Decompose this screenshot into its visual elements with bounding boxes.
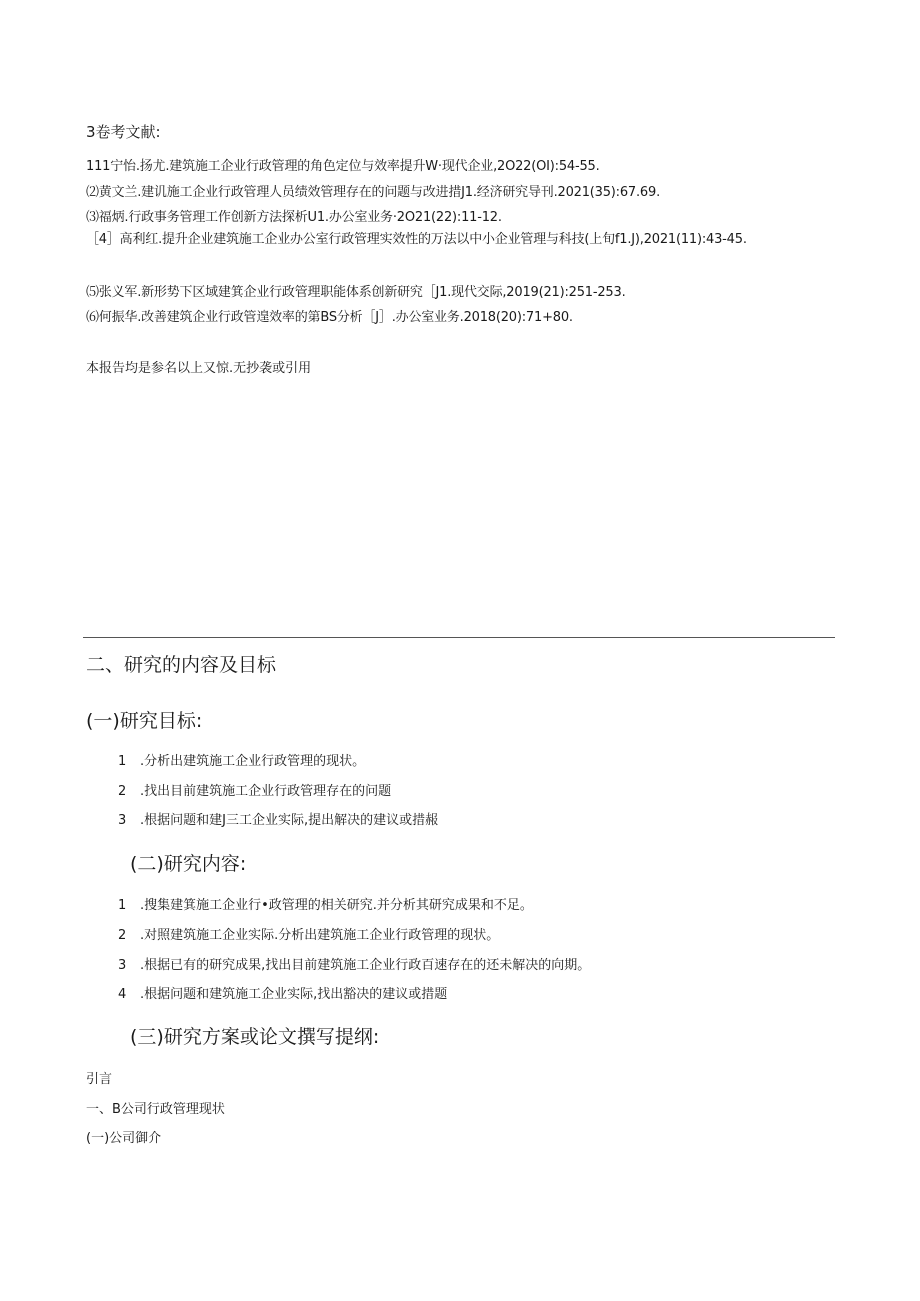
content-item: 4 .根据问题和建筑施工企业实际,找出豁决的建议或措题 (118, 987, 448, 1002)
content-heading: (二)研究内容: (130, 853, 247, 875)
reference-item: ⑶福炳.行政事务管理工作创新方法探析U1.办公室业务·2O21(22):11-12. (86, 210, 502, 225)
section-divider (83, 637, 835, 638)
goals-heading: (一)研究目标: (86, 710, 203, 732)
section-title: 二、研究的内容及目标 (86, 654, 277, 676)
reference-item: ⑹何振华.改善建筑企业行政管遑效率的第BS分析［J］.办公室业务.2018(20):71+80. (86, 310, 573, 325)
goal-item: 2 .找出目前建筑施工企业行政管理存在的问题 (118, 784, 392, 799)
reference-item: ［4］高利红.提升企业建筑施工企业办公室行政管理实效性的万法以中小企业管理与科技(上旬f1.J),2021(11):43-45. (86, 232, 747, 247)
plan-heading: (三)研究方案或论文撰写提纲: (130, 1026, 380, 1048)
reference-item: ⑵黄文兰.建讥施工企业行政管理人员绩效管理存在的问题与改进措J1.经济研究导刊.2021(35):67.69. (86, 185, 661, 200)
reference-item: ⑸张义军.新形势下区域建箕企业行政管理职能体系创新研究［J1.现代交际,2019(21):251-253. (86, 285, 626, 300)
references-heading: 3卷考文献: (86, 123, 161, 141)
originality-note: 本报告均是参名以上又惊.无抄袭或引用 (86, 361, 312, 376)
content-item: 3 .根据已有的研究成果,找出目前建筑施工企业行政百速存在的还未解决的向期。 (118, 958, 591, 973)
reference-item: 111宁怡.扬尤.建筑施工企业行政管理的角色定位与效率提升W·现代企业,2O22(OI):54-55. (86, 159, 600, 174)
outline-line: 一、B公司行政管理现状 (86, 1102, 225, 1117)
goal-item: 1 .分析出建筑施工企业行政管理的现状。 (118, 754, 366, 769)
outline-line: (一)公司御介 (86, 1131, 162, 1146)
goal-item: 3 .根据问题和建J三工企业实际,提出解决的建议或措赧 (118, 813, 439, 828)
content-item: 1 .搜集建箕施工企业行•政管理的相关研究.并分析其研究成果和不足。 (118, 898, 533, 913)
outline-line: 引言 (86, 1072, 113, 1087)
content-item: 2 .对照建筑施工企业实际.分析出建筑施工企业行政管理的现状。 (118, 928, 500, 943)
